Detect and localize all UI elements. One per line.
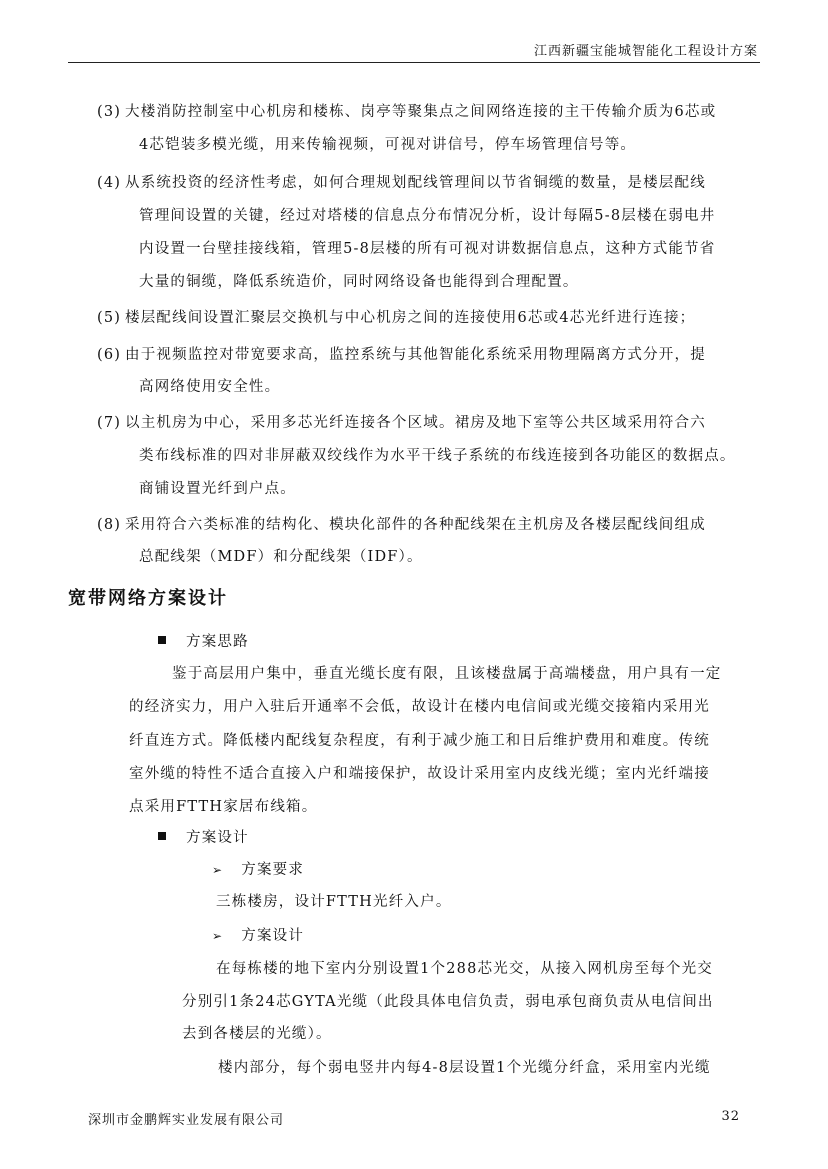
list-item: [97, 100, 716, 121]
body-line: 三栋楼房，设计FTTH光纤入户。: [216, 894, 452, 910]
body-line: 的经济实力，用户入驻后开通率不会低，故设计在楼内电信间或光缆交接箱内采用光: [129, 699, 710, 715]
body-line: 在每栋楼的地下室内分别设置1个288芯光交，从接入网机房至每个光交: [216, 961, 713, 977]
item-number: (6): [97, 347, 122, 363]
item-line: 类布线标准的四对非屏蔽双绞线作为水平干线子系统的布线连接到各功能区的数据点。: [139, 448, 736, 464]
item-number: (8): [97, 517, 122, 533]
arrow-bullet-icon: ➢: [212, 929, 224, 943]
item-number: (7): [97, 415, 122, 431]
item-line: 从系统投资的经济性考虑，如何合理规划配线管理间以节省铜缆的数量，是楼层配线: [125, 175, 706, 191]
list-item: [97, 343, 706, 364]
item-line: 4芯铠装多模光缆，用来传输视频，可视对讲信号，停车场管理信号等。: [139, 137, 637, 153]
body-line: 点采用FTTH家居布线箱。: [129, 799, 318, 815]
page-number: 32: [721, 1109, 740, 1124]
footer-company: 深圳市金鹏辉实业发展有限公司: [88, 1113, 285, 1128]
list-item: [97, 513, 706, 534]
item-line: 商铺设置光纤到户点。: [139, 481, 296, 497]
subsection-heading: [158, 826, 249, 847]
arrow-bullet-icon: ➢: [212, 863, 224, 877]
item-line: 采用符合六类标准的结构化、模块化部件的各种配线架在主机房及各楼层配线间组成: [125, 517, 706, 533]
item-line: 管理间设置的关键，经过对塔楼的信息点分布情况分析，设计每隔5-8层楼在弱电井: [139, 208, 716, 224]
sub-heading-label: 方案要求: [241, 862, 305, 878]
list-item: [97, 306, 695, 327]
square-bullet-icon: [158, 832, 166, 840]
body-line: 室外缆的特性不适合直接入户和端接保护，故设计采用室内皮线光缆；室内光纤端接: [129, 766, 710, 782]
list-item: [97, 171, 706, 192]
body-line: 去到各楼层的光缆）。: [182, 1026, 332, 1042]
item-line: 由于视频监控对带宽要求高，监控系统与其他智能化系统采用物理隔离方式分开，提: [125, 347, 706, 363]
sub-heading: [212, 924, 304, 945]
square-bullet-icon: [158, 636, 166, 644]
item-number: (3): [97, 104, 122, 120]
subsection-label: 方案思路: [186, 634, 249, 650]
item-line: 楼层配线间设置汇聚层交换机与中心机房之间的连接使用6芯或4芯光纤进行连接；: [125, 310, 696, 326]
item-line: 高网络使用安全性。: [139, 379, 281, 395]
item-line: 以主机房为中心，采用多芯光纤连接各个区域。裙房及地下室等公共区域采用符合六: [125, 415, 706, 431]
section-title: 宽带网络方案设计: [68, 588, 228, 609]
body-line: 分别引1条24芯GYTA光缆（此段具体电信负责，弱电承包商负责从电信间出: [182, 994, 714, 1010]
subsection-heading: [158, 630, 249, 651]
sub-heading-label: 方案设计: [241, 928, 305, 944]
item-line: 内设置一台壁挂接线箱，管理5-8层楼的所有可视对讲数据信息点，这种方式能节省: [139, 241, 716, 257]
item-line: 大量的铜缆，降低系统造价，同时网络设备也能得到合理配置。: [139, 274, 579, 290]
list-item: [97, 411, 706, 432]
subsection-label: 方案设计: [186, 830, 249, 846]
item-number: (5): [97, 310, 122, 326]
item-line: 总配线架（MDF）和分配线架（IDF）。: [139, 549, 423, 565]
header-title: 江西新疆宝能城智能化工程设计方案: [533, 44, 758, 59]
sub-heading: [212, 858, 304, 879]
body-line: 楼内部分，每个弱电竖井内每4-8层设置1个光缆分纤盒，采用室内光缆: [218, 1060, 711, 1076]
item-number: (4): [97, 175, 122, 191]
header-divider: [68, 62, 760, 63]
body-line: 鉴于高层用户集中，垂直光缆长度有限，且该楼盘属于高端楼盘，用户具有一定: [172, 666, 722, 682]
body-line: 纤直连方式。降低楼内配线复杂程度，有利于减少施工和日后维护费用和难度。传统: [129, 733, 710, 749]
item-line: 大楼消防控制室中心机房和楼栋、岗亭等聚集点之间网络连接的主干传输介质为6芯或: [125, 104, 717, 120]
